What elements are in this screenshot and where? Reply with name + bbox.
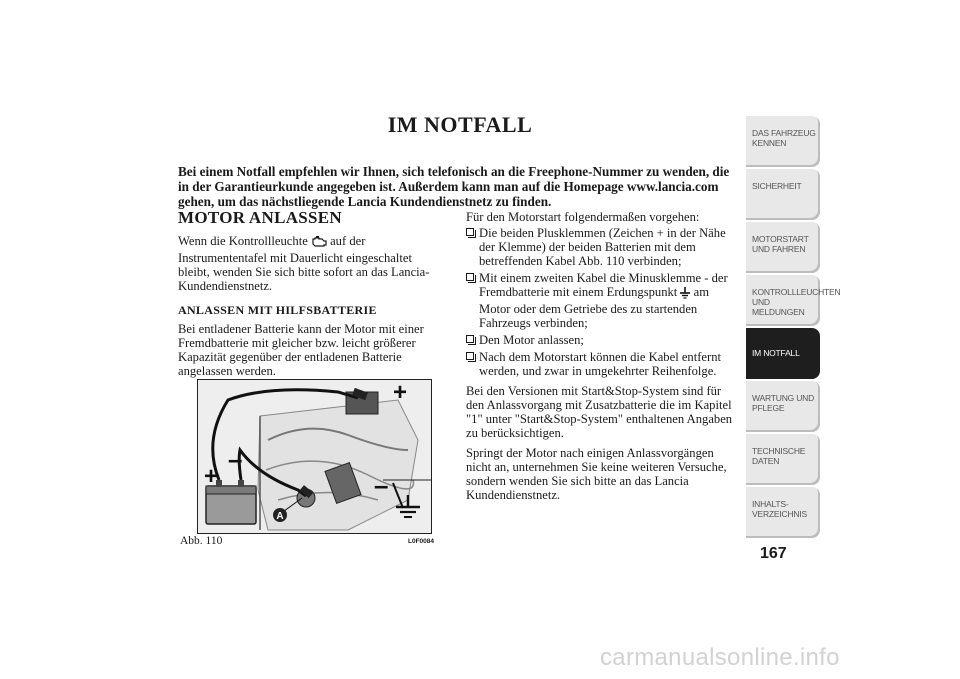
page-title: IM NOTFALL — [387, 112, 533, 137]
callout-a-label: A — [276, 511, 284, 522]
right-column — [466, 210, 740, 502]
watermark-text: carmanualsonline.info — [600, 644, 840, 671]
intro-paragraph: Bei einem Notfall empfehlen wir Ihnen, sich telefonisch an die Freephone-Nummer zu wenden, die in der Garantieurkunde angegeben ist. Außerdem kann man auf die Homepage www.lancia.com gehen, um das nächstliegende Lancia Kundendienstnetz zu finden. — [178, 164, 730, 209]
checkbox-bullet-icon — [466, 352, 474, 360]
page-number: 167 — [760, 545, 787, 562]
engine-warning-icon — [311, 235, 327, 251]
procedure-intro: Für den Motorstart folgendermaßen vorgehen: — [466, 210, 700, 224]
tab-im-notfall[interactable]: IM NOTFALL — [746, 328, 820, 379]
start-stop-paragraph: Bei den Versionen mit Start&Stop-System sind für den Anlassvorgang mit Zusatzbatterie die im Kapitel "1" unter "Start&Stop-System" enthaltenen Angaben zu berücksichtigen. — [466, 384, 733, 440]
tab-motorstart-und-fahren[interactable]: MOTORSTART UND FAHREN — [746, 222, 820, 273]
warning-light-paragraph — [178, 234, 440, 293]
checkbox-bullet-icon — [466, 335, 474, 343]
tab-technische-daten[interactable]: TECHNISCHE DATEN — [746, 434, 820, 485]
list-item: Die beiden Plusklemmen (Zeichen + in der Nähe der Klemme) der beiden Batterien mit dem betreffenden Kabel Abb. 110 verbinden; — [466, 226, 740, 268]
jump-start-paragraph: Bei entladener Batterie kann der Motor mit einer Fremdbatterie mit gleicher bzw. leicht größerer Kapazität gegenüber der entladenen Batterie angelassen werden. — [178, 322, 424, 378]
figure-caption: Abb. 110 — [180, 535, 223, 547]
minus-sign-car: – — [374, 470, 389, 500]
procedure-list — [466, 226, 740, 378]
section-heading-motor-anlassen: MOTOR ANLASSEN — [178, 208, 343, 227]
para1-text-a: Wenn die Kontrollleuchte — [178, 234, 308, 248]
checkbox-bullet-icon — [466, 273, 474, 281]
figure-code: L0F0084 — [408, 538, 435, 545]
left-column — [178, 208, 440, 378]
jump-start-illustration — [198, 380, 431, 533]
minus-sign-battery: – — [228, 444, 243, 474]
jump-start-figure — [197, 379, 432, 534]
checkbox-bullet-icon — [466, 228, 474, 236]
tab-wartung-und-pflege[interactable]: WARTUNG UND PFLEGE — [746, 381, 820, 432]
list-item: Mit einem zweiten Kabel die Minusklemme - der Fremdbatterie mit einem Erdungspunkt am Motor oder dem Getriebe des zu startenden Fahrzeugs verbinden; — [466, 271, 740, 330]
tab-sicherheit[interactable]: SICHERHEIT — [746, 169, 820, 220]
subheading-hilfsbatterie: ANLASSEN MIT HILFSBATTERIE — [178, 303, 377, 317]
list-item: Nach dem Motorstart können die Kabel entfernt werden, und zwar in umgekehrter Reihenfolge. — [466, 350, 740, 378]
tab-inhaltsverzeichnis[interactable]: INHALTS-VERZEICHNIS — [746, 487, 820, 538]
tab-das-fahrzeug-kennen[interactable]: DAS FAHRZEUG KENNEN — [746, 116, 820, 167]
ground-icon — [680, 287, 690, 302]
tab-kontrollleuchten[interactable]: KONTROLLLEUCHTEN UND MELDUNGEN — [746, 275, 820, 326]
chapter-tabs — [746, 116, 841, 540]
para1-text-b: auf der Instrumententafel mit Dauerlicht eingeschaltet bleibt, wenden Sie sich bitte sofort an das Lancia-Kundendienstnetz. — [178, 234, 430, 293]
list-item: Den Motor anlassen; — [466, 333, 740, 347]
plus-sign-battery: + — [204, 463, 219, 490]
no-start-paragraph: Springt der Motor nach einigen Anlassvorgängen nicht an, unternehmen Sie keine weiteren Versuche, sondern wenden Sie sich bitte an das Lancia Kundendienstnetz. — [466, 446, 727, 502]
plus-sign-car: + — [393, 380, 408, 406]
